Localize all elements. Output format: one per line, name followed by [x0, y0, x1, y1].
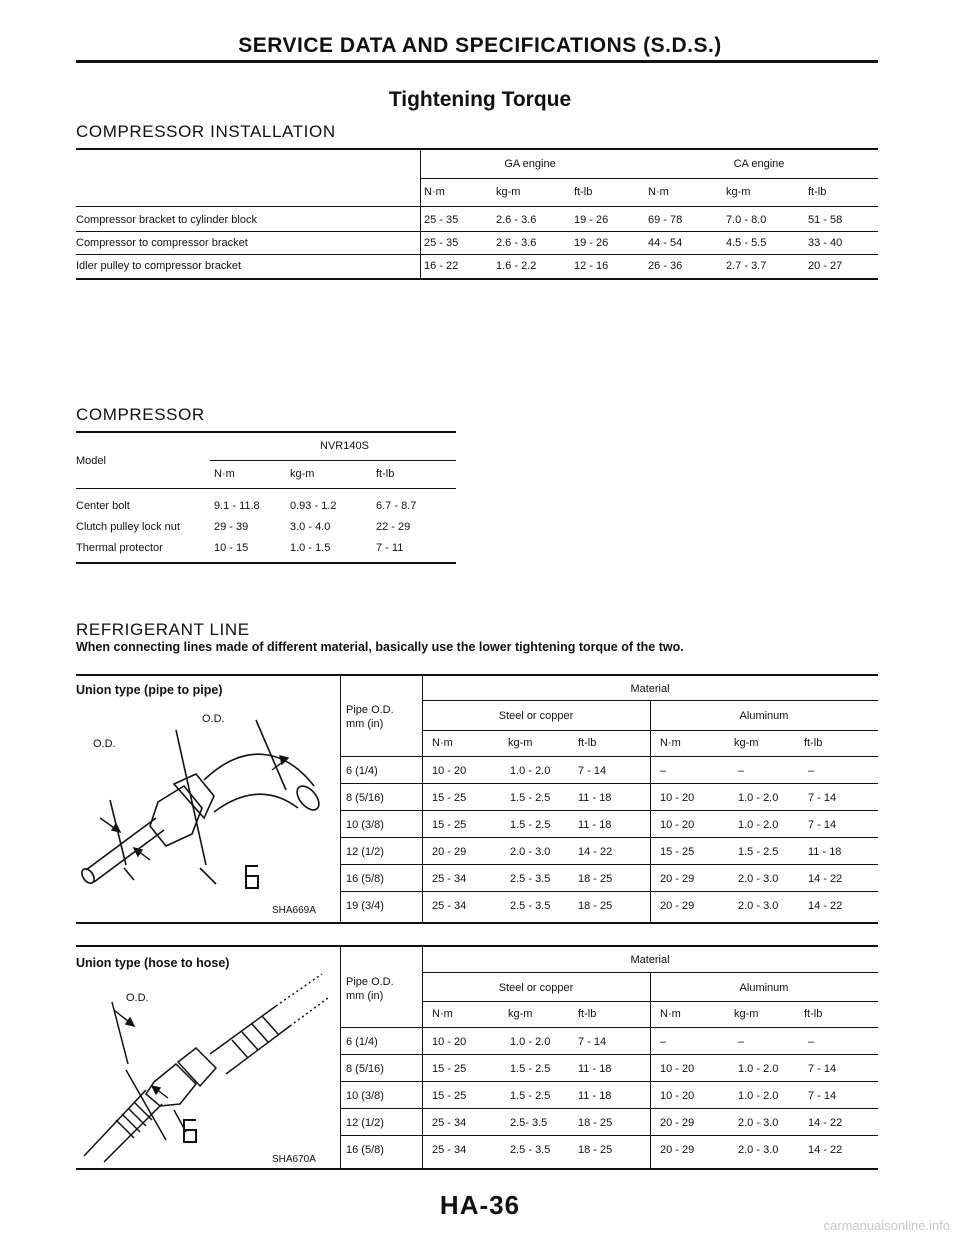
table-cell: 1.0 - 1.5 — [290, 542, 331, 554]
table-cell: 20 - 27 — [808, 260, 843, 272]
material-header: Material — [630, 683, 670, 695]
table-cell: 11 - 18 — [578, 1090, 612, 1102]
table-rule — [76, 206, 878, 207]
pipe-size: 16 (5/8) — [346, 873, 384, 885]
table-cell: 1.5 - 2.5 — [510, 1063, 551, 1075]
pipe-size: 19 (3/4) — [346, 900, 384, 912]
pipe-size: 8 (5/16) — [346, 1063, 384, 1075]
unit-header: N·m — [424, 186, 445, 198]
hose-union-title: Union type (hose to hose) — [76, 956, 230, 970]
pipe-right-body — [204, 754, 314, 786]
table-cell: 33 - 40 — [808, 237, 843, 249]
table-cell: 1.6 - 2.2 — [496, 260, 537, 272]
table-cell: 1.0 - 2.0 — [510, 765, 551, 777]
table-cell: 1.5 - 2.5 — [510, 1090, 551, 1102]
unit-header: kg-m — [726, 186, 751, 198]
table-divider — [340, 675, 341, 923]
od-label: O.D. — [126, 992, 149, 1004]
table-cell: 1.0 - 2.0 — [738, 1090, 779, 1102]
unit-header: ft-lb — [808, 186, 827, 198]
table-cell: 10 - 20 — [660, 792, 695, 804]
table-cell: 1.0 - 2.0 — [738, 792, 779, 804]
table-cell: 2.0 - 3.0 — [738, 900, 779, 912]
table-cell: 20 - 29 — [432, 846, 467, 858]
steel-header: Steel or copper — [498, 982, 574, 994]
page-title: Tightening Torque — [388, 88, 572, 111]
unit-header: N·m — [660, 1008, 681, 1020]
table-cell: 0.93 - 1.2 — [290, 500, 337, 512]
table-cell: 2.0 - 3.0 — [738, 1144, 779, 1156]
table-divider — [650, 700, 651, 923]
hose-left-body — [84, 1090, 146, 1156]
unit-header: kg-m — [734, 737, 759, 749]
table-cell: 26 - 36 — [648, 260, 683, 272]
table-rule — [340, 837, 878, 838]
table-cell: 51 - 58 — [808, 214, 843, 226]
table-cell: 69 - 78 — [648, 214, 683, 226]
table-rule — [210, 460, 456, 461]
table-divider — [422, 946, 423, 1170]
refrigerant-note: When connecting lines made of different material, basically use the lower tightening torque of the two. — [76, 640, 684, 654]
pipe-od-unit: mm (in) — [346, 990, 384, 1002]
table-cell: – — [808, 1036, 815, 1048]
unit-header: kg-m — [508, 737, 533, 749]
table-cell: 2.6 - 3.6 — [496, 214, 537, 226]
pipe-od-label: Pipe O.D. — [346, 976, 394, 988]
unit-header: N·m — [432, 737, 453, 749]
row-item-label: Compressor bracket to cylinder block — [76, 214, 257, 226]
table-rule — [422, 972, 878, 973]
row-item-label: Center bolt — [76, 500, 130, 512]
row-item-label: Clutch pulley lock nut — [76, 521, 180, 533]
table-rule — [340, 1027, 878, 1028]
pipe-size: 10 (3/8) — [346, 1090, 384, 1102]
table-rule — [340, 1054, 878, 1055]
table-rule — [340, 1108, 878, 1109]
table-cell: – — [660, 765, 667, 777]
table-cell: 25 - 34 — [432, 1117, 467, 1129]
table-cell: 10 - 20 — [660, 1063, 695, 1075]
table-cell: 25 - 35 — [424, 214, 459, 226]
table-rule — [76, 231, 878, 232]
pipe-size: 6 (1/4) — [346, 765, 378, 777]
table-cell: 15 - 25 — [432, 819, 467, 831]
pipe-size: 10 (3/8) — [346, 819, 384, 831]
table-cell: 11 - 18 — [578, 1063, 612, 1075]
pipe-size: 12 (1/2) — [346, 846, 384, 858]
hose-fitting-nut — [146, 1064, 196, 1106]
table-cell: 7 - 11 — [376, 542, 404, 554]
table-cell: 15 - 25 — [660, 846, 695, 858]
table-cell: 3.0 - 4.0 — [290, 521, 331, 533]
table-cell: 7 - 14 — [808, 1090, 837, 1102]
table-cell: 2.0 - 3.0 — [510, 846, 551, 858]
compressor-heading: COMPRESSOR — [76, 405, 205, 424]
table-cell: 10 - 20 — [660, 1090, 695, 1102]
table-cell: 2.5 - 3.5 — [510, 873, 551, 885]
table-cell: 29 - 39 — [214, 521, 249, 533]
unit-header: kg-m — [734, 1008, 759, 1020]
pipe-size: 8 (5/16) — [346, 792, 384, 804]
table-cell: 19 - 26 — [574, 214, 609, 226]
unit-header: ft-lb — [574, 186, 593, 198]
table-cell: 10 - 20 — [432, 765, 467, 777]
table-cell: 7 - 14 — [578, 765, 607, 777]
unit-header: kg-m — [290, 468, 315, 480]
table-cell: 4.5 - 5.5 — [726, 237, 767, 249]
hose-right-body — [210, 1006, 276, 1054]
table-cell: 11 - 18 — [808, 846, 842, 858]
table-cell: – — [660, 1036, 667, 1048]
material-header: Material — [630, 954, 670, 966]
table-cell: 7 - 14 — [808, 792, 837, 804]
table-cell: 14 - 22 — [578, 846, 613, 858]
pipe-od-unit: mm (in) — [346, 718, 384, 730]
table-cell: 20 - 29 — [660, 900, 695, 912]
table-rule — [76, 488, 456, 489]
ca-engine-header: CA engine — [733, 158, 785, 170]
pipe-od-label: Pipe O.D. — [346, 704, 394, 716]
table-rule — [76, 254, 878, 255]
table-cell: 1.5 - 2.5 — [510, 819, 551, 831]
table-cell: – — [808, 765, 815, 777]
table-cell: 2.7 - 3.7 — [726, 260, 767, 272]
od-label-right: O.D. — [202, 713, 225, 725]
table-cell: – — [738, 765, 745, 777]
table-cell: 1.0 - 2.0 — [738, 819, 779, 831]
row-item-label: Idler pulley to compressor bracket — [76, 260, 242, 272]
table-cell: 20 - 29 — [660, 873, 695, 885]
table-cell: 16 - 22 — [424, 260, 459, 272]
table-rule-top — [76, 431, 456, 433]
table-rule-top — [76, 674, 878, 676]
flare-nut — [150, 786, 202, 846]
table-cell: 14 - 22 — [808, 900, 843, 912]
table-cell: 2.0 - 3.0 — [738, 1117, 779, 1129]
table-cell: 12 - 16 — [574, 260, 609, 272]
steel-header: Steel or copper — [498, 710, 574, 722]
table-cell: 1.5 - 2.5 — [510, 792, 551, 804]
unit-header: N·m — [648, 186, 669, 198]
table-cell: 7 - 14 — [808, 819, 837, 831]
table-rule-top — [76, 945, 878, 947]
unit-header: ft-lb — [578, 737, 597, 749]
table-cell: 15 - 25 — [432, 1090, 467, 1102]
table-cell: 2.5- 3.5 — [510, 1117, 548, 1129]
table-cell: 11 - 18 — [578, 819, 612, 831]
watermark: carmanualsonline.info — [823, 1218, 950, 1233]
table-cell: 22 - 29 — [376, 521, 411, 533]
unit-header: ft-lb — [804, 1008, 823, 1020]
aluminum-header: Aluminum — [739, 982, 789, 994]
unit-header: ft-lb — [804, 737, 823, 749]
table-cell: 1.0 - 2.0 — [510, 1036, 551, 1048]
ga-engine-header: GA engine — [504, 158, 556, 170]
table-cell: 25 - 34 — [432, 1144, 467, 1156]
table-cell: 10 - 15 — [214, 542, 249, 554]
row-item-label: Compressor to compressor bracket — [76, 237, 248, 249]
table-cell: 14 - 22 — [808, 1144, 843, 1156]
compressor-installation-heading: COMPRESSOR INSTALLATION — [76, 122, 336, 141]
table-rule-bottom — [76, 1168, 878, 1170]
figure-id: SHA670A — [272, 1154, 316, 1165]
model-label: Model — [76, 455, 106, 467]
table-cell: 18 - 25 — [578, 900, 613, 912]
table-cell: 18 - 25 — [578, 1117, 613, 1129]
table-cell: 20 - 29 — [660, 1144, 695, 1156]
table-rule-bottom — [76, 278, 878, 280]
table-cell: 15 - 25 — [432, 1063, 467, 1075]
header-rule — [76, 60, 878, 63]
table-rule — [340, 1081, 878, 1082]
torque-wrench-icon — [246, 876, 258, 888]
table-cell: 18 - 25 — [578, 873, 613, 885]
table-divider — [420, 148, 421, 279]
table-cell: 7 - 14 — [578, 1036, 607, 1048]
table-cell: 44 - 54 — [648, 237, 683, 249]
table-rule — [422, 700, 878, 701]
header-title: SERVICE DATA AND SPECIFICATIONS (S.D.S.) — [238, 34, 722, 57]
table-rule — [340, 783, 878, 784]
hose-union-illustration — [76, 970, 336, 1166]
table-cell: 6.7 - 8.7 — [376, 500, 417, 512]
pipe-union-illustration — [76, 700, 336, 900]
table-cell: 2.5 - 3.5 — [510, 1144, 551, 1156]
table-cell: 25 - 34 — [432, 873, 467, 885]
pipe-size: 6 (1/4) — [346, 1036, 378, 1048]
pipe-size: 12 (1/2) — [346, 1117, 384, 1129]
table-cell: 1.0 - 2.0 — [738, 1063, 779, 1075]
table-cell: 1.5 - 2.5 — [738, 846, 779, 858]
table-cell: 7.0 - 8.0 — [726, 214, 767, 226]
table-cell: 2.0 - 3.0 — [738, 873, 779, 885]
pipe-size: 16 (5/8) — [346, 1144, 384, 1156]
table-cell: 14 - 22 — [808, 873, 843, 885]
table-cell: 7 - 14 — [808, 1063, 837, 1075]
table-cell: 20 - 29 — [660, 1117, 695, 1129]
pipe-union-title: Union type (pipe to pipe) — [76, 683, 223, 697]
table-cell: 25 - 35 — [424, 237, 459, 249]
table-cell: 2.6 - 3.6 — [496, 237, 537, 249]
table-divider — [340, 946, 341, 1170]
refrigerant-line-heading: REFRIGERANT LINE — [76, 620, 250, 639]
table-cell: 10 - 20 — [660, 819, 695, 831]
unit-header: N·m — [660, 737, 681, 749]
table-rule — [420, 178, 878, 179]
table-rule — [340, 864, 878, 865]
page-number: HA-36 — [439, 1190, 521, 1220]
table-rule — [422, 730, 878, 731]
table-rule — [340, 1135, 878, 1136]
table-rule-bottom — [76, 562, 456, 564]
table-cell: 19 - 26 — [574, 237, 609, 249]
unit-header: ft-lb — [578, 1008, 597, 1020]
unit-header: N·m — [432, 1008, 453, 1020]
unit-header: ft-lb — [376, 468, 395, 480]
model-name: NVR140S — [320, 440, 369, 452]
row-item-label: Thermal protector — [76, 542, 163, 554]
table-cell: 15 - 25 — [432, 792, 467, 804]
unit-header: N·m — [214, 468, 235, 480]
table-rule — [340, 891, 878, 892]
table-cell: – — [738, 1036, 745, 1048]
aluminum-header: Aluminum — [739, 710, 789, 722]
table-cell: 9.1 - 11.8 — [214, 500, 260, 512]
table-rule — [340, 810, 878, 811]
od-label-left: O.D. — [93, 738, 116, 750]
table-cell: 2.5 - 3.5 — [510, 900, 551, 912]
unit-header: kg-m — [496, 186, 521, 198]
table-cell: 18 - 25 — [578, 1144, 613, 1156]
table-rule — [422, 1001, 878, 1002]
table-rule-top — [76, 148, 878, 150]
table-cell: 14 - 22 — [808, 1117, 843, 1129]
table-cell: 10 - 20 — [432, 1036, 467, 1048]
table-cell: 25 - 34 — [432, 900, 467, 912]
figure-id: SHA669A — [272, 905, 316, 916]
table-cell: 11 - 18 — [578, 792, 612, 804]
table-rule — [340, 756, 878, 757]
unit-header: kg-m — [508, 1008, 533, 1020]
table-rule-bottom — [76, 922, 878, 924]
